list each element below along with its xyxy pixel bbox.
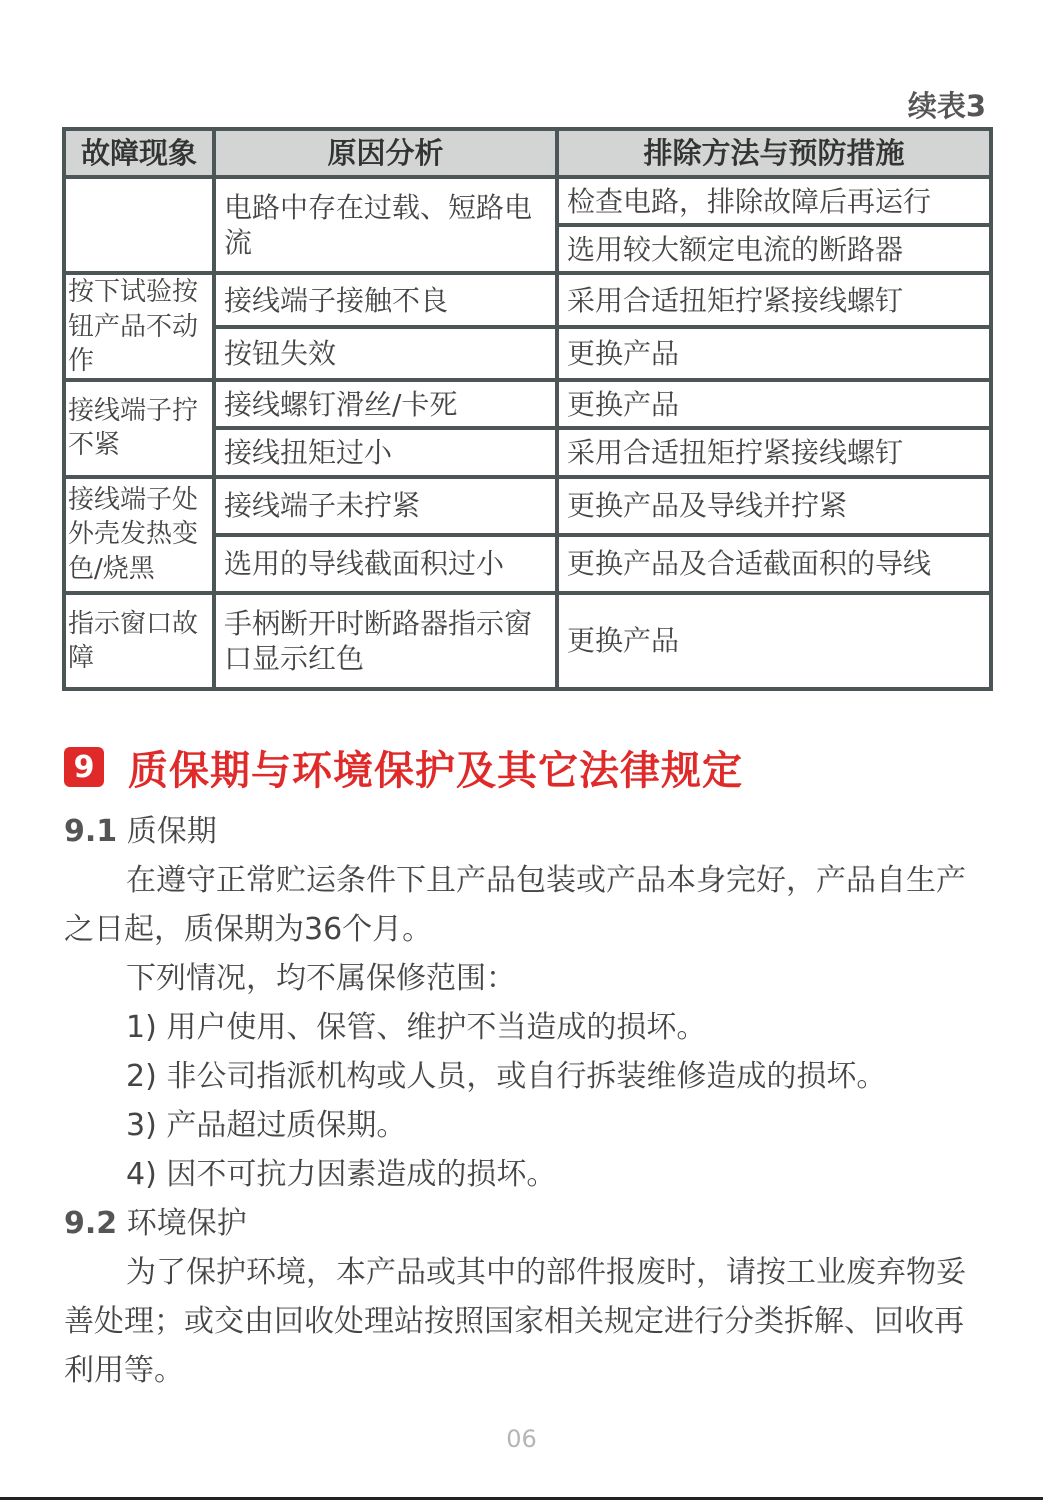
paragraph-warranty-period: 在遵守正常贮运条件下且产品包装或产品本身完好，产品自生产之日起，质保期为36个月。 — [64, 863, 966, 947]
section-number-badge: 9 — [64, 747, 104, 787]
subsection-heading-environment: 9.2 环境保护 — [64, 1206, 247, 1241]
solution-cell: 更换产品 — [557, 327, 991, 381]
section-heading — [64, 742, 743, 792]
list-item: 3) 产品超过质保期。 — [126, 1108, 407, 1143]
symptom-cell: 按下试验按钮产品不动作 — [64, 273, 214, 380]
symptom-cell: 接线端子拧不紧 — [64, 380, 214, 476]
cause-cell: 接线端子未拧紧 — [214, 477, 557, 535]
header-solution: 排除方法与预防措施 — [557, 129, 991, 177]
list-item: 1) 用户使用、保管、维护不当造成的损坏。 — [126, 1010, 707, 1045]
header-cause: 原因分析 — [214, 129, 557, 177]
cause-cell: 接线螺钉滑丝/卡死 — [214, 380, 557, 428]
list-item: 2) 非公司指派机构或人员，或自行拆装维修造成的损坏。 — [126, 1059, 887, 1094]
table-row — [64, 477, 991, 535]
cause-cell: 按钮失效 — [214, 327, 557, 381]
table-header-row — [64, 129, 991, 177]
symptom-cell — [64, 177, 214, 273]
symptom-cell: 指示窗口故障 — [64, 593, 214, 689]
table-row — [64, 177, 991, 225]
section-title: 质保期与环境保护及其它法律规定 — [128, 747, 743, 794]
solution-cell: 采用合适扭矩拧紧接线螺钉 — [557, 273, 991, 327]
subsection-heading-warranty: 9.1 质保期 — [64, 814, 217, 849]
cause-cell: 选用的导线截面积过小 — [214, 535, 557, 593]
symptom-cell: 接线端子处外壳发热变色/烧黑 — [64, 477, 214, 593]
list-item: 4) 因不可抗力因素造成的损坏。 — [126, 1157, 557, 1192]
cause-cell: 电路中存在过载、短路电流 — [214, 177, 557, 273]
table-row — [64, 380, 991, 428]
bottom-rule — [0, 1497, 1043, 1500]
paragraph-exclusions-intro: 下列情况，均不属保修范围： — [126, 961, 516, 996]
solution-cell: 更换产品 — [557, 593, 991, 689]
table-row — [64, 593, 991, 689]
solution-cell: 更换产品及导线并拧紧 — [557, 477, 991, 535]
cause-cell: 接线扭矩过小 — [214, 428, 557, 476]
solution-cell: 更换产品 — [557, 380, 991, 428]
solution-cell: 采用合适扭矩拧紧接线螺钉 — [557, 428, 991, 476]
fault-table — [62, 127, 993, 691]
cause-cell: 手柄断开时断路器指示窗口显示红色 — [214, 593, 557, 689]
paragraph-environment: 为了保护环境，本产品或其中的部件报废时，请按工业废弃物妥善处理；或交由回收处理站按照国家相关规定进行分类拆解、回收再利用等。 — [64, 1255, 966, 1388]
table-continuation-label: 续表3 — [907, 89, 986, 123]
table-row — [64, 273, 991, 327]
solution-cell: 检查电路，排除故障后再运行 — [557, 177, 991, 225]
cause-cell: 接线端子接触不良 — [214, 273, 557, 327]
solution-cell: 选用较大额定电流的断路器 — [557, 225, 991, 273]
solution-cell: 更换产品及合适截面积的导线 — [557, 535, 991, 593]
section-body — [64, 807, 984, 1395]
header-symptom: 故障现象 — [64, 129, 214, 177]
page-number: 06 — [506, 1425, 537, 1453]
